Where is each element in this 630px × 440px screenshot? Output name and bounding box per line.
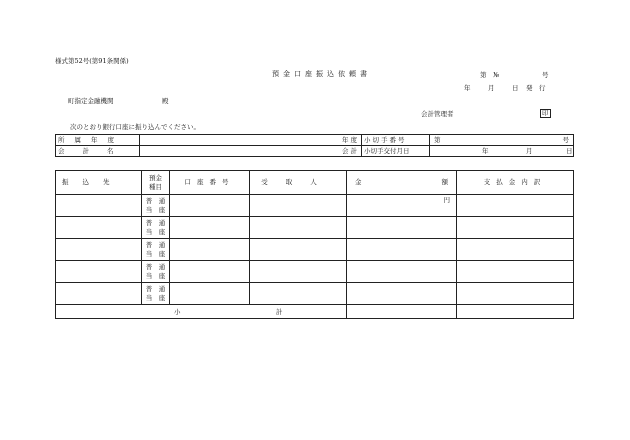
header-amount — [347, 171, 457, 195]
amount-cell — [347, 261, 457, 283]
deposit-type-cell — [142, 217, 170, 239]
amount-cell — [347, 217, 457, 239]
breakdown-cell — [457, 217, 574, 239]
belong-year-label — [56, 135, 140, 146]
check-number-prefix: 第 — [434, 135, 441, 144]
check-date-value — [430, 146, 574, 157]
amount-cell — [347, 283, 457, 305]
type-ordinary: 普 通 — [145, 196, 166, 205]
amount-cell — [347, 195, 457, 217]
form-number: 様式第52号(第91条関係) — [55, 57, 129, 65]
check-number-value — [430, 135, 574, 146]
account-number-cell — [170, 239, 250, 261]
breakdown-cell — [457, 283, 574, 305]
sender-title: 会計管理者 — [421, 110, 454, 118]
doc-number-suffix: 号 — [542, 71, 549, 79]
check-date-label: 小切手交付月日 — [362, 146, 430, 157]
date-issue-label: 発 行 — [526, 84, 546, 92]
type-current: 当 座 — [145, 227, 166, 236]
info-table — [55, 134, 574, 157]
header-deposit-type-line1: 預金 — [149, 174, 162, 183]
date-month-label: 月 — [488, 84, 495, 92]
belong-year-value: 年度 — [140, 135, 362, 146]
account-number-cell — [170, 195, 250, 217]
table-row — [56, 239, 574, 261]
transfer-table — [55, 170, 574, 319]
payee-cell — [56, 261, 142, 283]
table-row — [56, 195, 574, 217]
deposit-type-cell — [142, 195, 170, 217]
yen-unit: 円 — [443, 196, 450, 204]
header-breakdown: 支払金内訳 — [457, 171, 574, 195]
recipient-cell — [250, 217, 347, 239]
addressee: 町指定金融機関 — [68, 97, 114, 105]
type-current: 当 座 — [145, 249, 166, 258]
payee-cell — [56, 217, 142, 239]
payee-cell — [56, 283, 142, 305]
header-deposit-type-line2: 種目 — [149, 182, 162, 191]
date-day-label: 日 — [512, 84, 519, 92]
header-account-number: 口座番号 — [170, 171, 250, 195]
recipient-cell — [250, 239, 347, 261]
payee-cell — [56, 195, 142, 217]
account-name-value: 会計 — [140, 146, 362, 157]
account-number-cell — [170, 283, 250, 305]
check-date-month: 月 — [526, 147, 533, 155]
recipient-cell — [250, 283, 347, 305]
account-name-label: 会計名 — [56, 146, 140, 157]
table-row — [56, 261, 574, 283]
check-date-day: 日 — [566, 147, 573, 155]
account-number-cell — [170, 261, 250, 283]
subtotal-label — [56, 305, 347, 319]
page-title: 預金口座振込依頼書 — [272, 70, 371, 78]
header-recipient: 受取人 — [250, 171, 347, 195]
type-ordinary: 普 通 — [145, 240, 166, 249]
type-current: 当 座 — [145, 271, 166, 280]
honorific: 殿 — [162, 97, 169, 105]
type-current: 当 座 — [145, 205, 166, 214]
breakdown-cell — [457, 195, 574, 217]
check-number-label: 小切手番号 — [362, 135, 430, 146]
instruction-text: 次のとおり銀行口座に振り込んでください。 — [70, 123, 200, 131]
header-amount-1: 金 — [355, 178, 362, 187]
subtotal-amount — [347, 305, 457, 319]
header-payee: 振込先 — [56, 171, 142, 195]
type-ordinary: 普 通 — [145, 284, 166, 293]
breakdown-cell — [457, 239, 574, 261]
subtotal-char-2: 計 — [276, 307, 283, 316]
table-row — [56, 283, 574, 305]
date-year-label: 年 — [464, 84, 471, 92]
subtotal-char-1: 小 — [174, 307, 181, 316]
type-ordinary: 普 通 — [145, 218, 166, 227]
check-number-suffix: 号 — [562, 135, 569, 144]
account-number-cell — [170, 217, 250, 239]
breakdown-cell — [457, 261, 574, 283]
type-current: 当 座 — [145, 293, 166, 302]
subtotal-breakdown — [457, 305, 574, 319]
doc-number-label: 第 — [480, 71, 487, 79]
subtotal-row — [56, 305, 574, 319]
header-amount-2: 額 — [441, 178, 448, 187]
recipient-cell — [250, 195, 347, 217]
deposit-type-cell — [142, 239, 170, 261]
header-deposit-type — [142, 171, 170, 195]
recipient-cell — [250, 261, 347, 283]
check-date-year: 年 — [482, 147, 489, 155]
table-row — [56, 217, 574, 239]
type-ordinary: 普 通 — [145, 262, 166, 271]
doc-number-abbr: № — [493, 71, 500, 79]
belong-year-text: 所属年度 — [58, 135, 124, 144]
seal-mark: 印 — [542, 109, 549, 117]
amount-cell — [347, 239, 457, 261]
deposit-type-cell — [142, 261, 170, 283]
payee-cell — [56, 239, 142, 261]
deposit-type-cell — [142, 283, 170, 305]
